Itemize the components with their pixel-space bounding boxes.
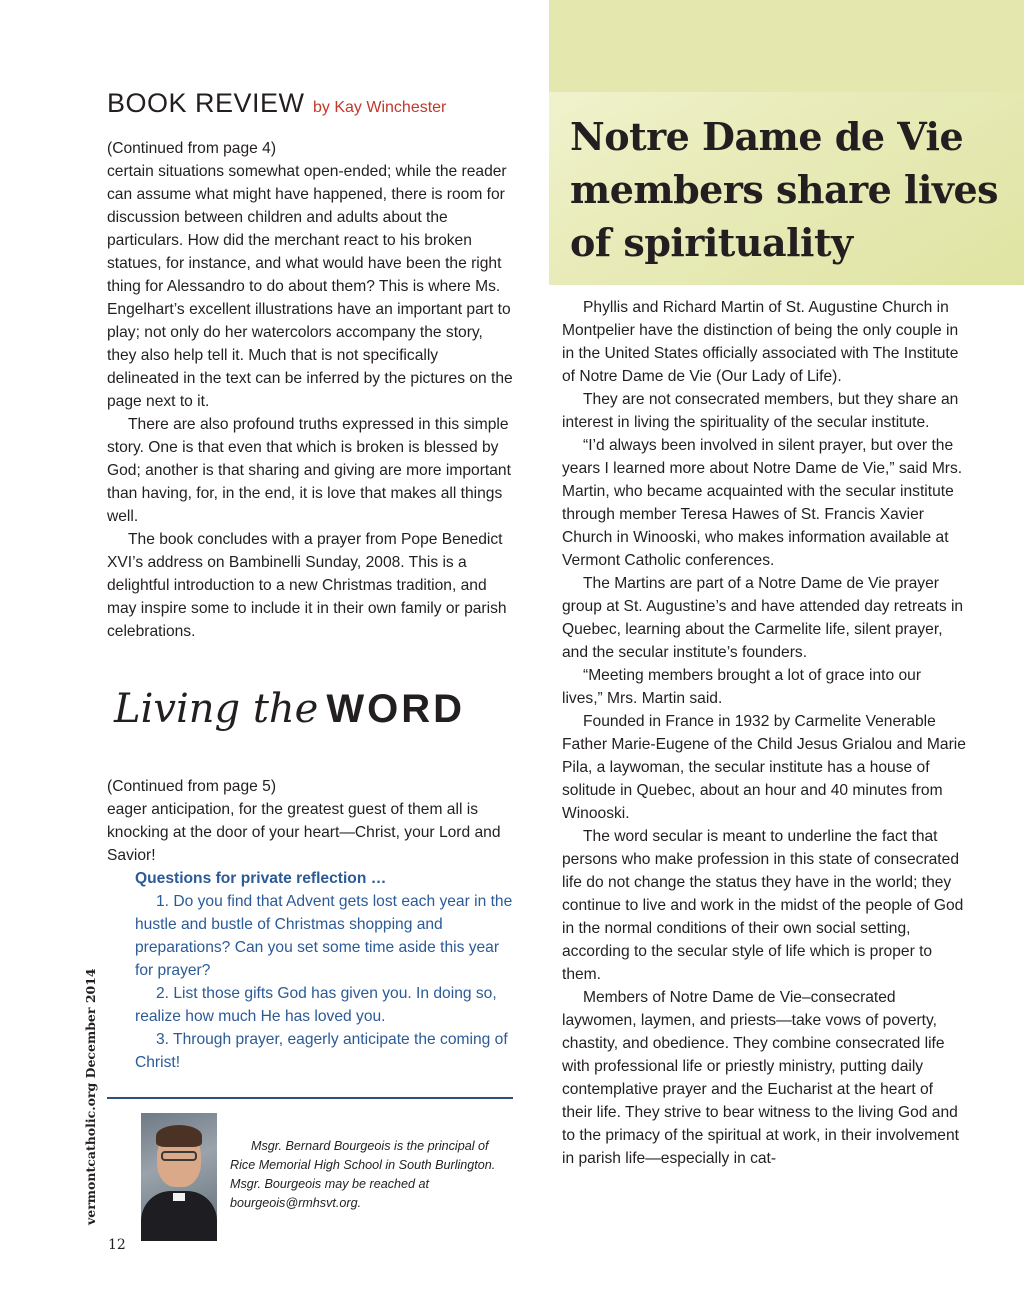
article-paragraph: Phyllis and Richard Martin of St. Augustine Church in Montpelier have the distinction of being the only couple in in the United States officially associated with The Institute of Notre Dame de Vie (Our Lady of Life).: [562, 299, 959, 385]
book-review-byline: by Kay Winchester: [313, 99, 447, 116]
book-review-label: BOOK REVIEW: [107, 88, 305, 118]
side-footer-text: vermontcatholic.org December 2014: [83, 968, 98, 1225]
photo-hair: [156, 1125, 202, 1147]
living-the-word-heading: [114, 686, 465, 732]
article-paragraph: Members of Notre Dame de Vie–consecrated laywomen, laymen, and priests—take vows of poverty, chastity, and obedience. They combine consecrated life with professional life or priestly ministry, putting daily contemplative prayer and the Eucharist at the heart of their life. They strive to bear witness to the living God and to the primacy of the spiritual at work, in their involvement in parish life—especially in cat-: [562, 989, 959, 1167]
living-the-script-text: Living the: [114, 686, 319, 732]
review-paragraph: certain situations somewhat open-ended; while the reader can assume what might have happened, there is room for discussion between children and adults about the particulars. How did the merchant react to his broken statues, for instance, and what would have been the right thing for Alessandro to do about them? This is where Ms. Engelhart’s excellent illustrations have an important part to play; not only do her watercolors accompany the story, they also help tell it. Much that is not specifically delineated in the text can be inferred by the pictures on the page next to it.: [107, 163, 513, 410]
author-bio-text: Msgr. Bernard Bourgeois is the principal of Rice Memorial High School in South Burlington. Msgr. Bourgeois may be reached at bourgeois@rmhsvt.org.: [230, 1139, 496, 1210]
photo-glasses: [161, 1151, 197, 1161]
author-photo: [141, 1113, 217, 1241]
word-bold-text: WORD: [326, 687, 465, 731]
article-paragraph: “Meeting members brought a lot of grace into our lives,” Mrs. Martin said.: [562, 667, 922, 707]
book-review-heading: [107, 88, 446, 119]
living-word-paragraph: eager anticipation, for the greatest guest of them all is knocking at the door of your heart—Christ, your Lord and Savior!: [107, 801, 501, 864]
review-paragraph: There are also profound truths expressed in this simple story. One is that even that which is broken is blessed by God; another is that sharing and giving are more important than having, for, in the end, it is love that makes all things well.: [107, 416, 511, 525]
book-review-body: [107, 137, 514, 643]
article-paragraph: The word secular is meant to underline the fact that persons who make profession in this state of consecrated life do not change the status they have in the world; they continue to live and work in the midst of the people of God in the normal conditions of their own social setting, according to the secular style of life which is proper to them.: [562, 828, 964, 983]
continued-note: (Continued from page 5): [107, 778, 277, 795]
article-paragraph: They are not consecrated members, but they share an interest in living the spirituality of the secular institute.: [562, 391, 959, 431]
reflection-heading: Questions for private reflection …: [135, 870, 387, 887]
review-paragraph: The book concludes with a prayer from Pope Benedict XVI’s address on Bambinelli Sunday, 2008. This is a delightful introduction to a new Christmas tradition, and may inspire some to include it in their own family or parish celebrations.: [107, 531, 507, 640]
header-strip: [549, 0, 1024, 92]
divider-rule: [107, 1097, 513, 1099]
page-number: 12: [108, 1237, 126, 1253]
article-paragraph: Founded in France in 1932 by Carmelite Venerable Father Marie-Eugene of the Child Jesus Grialou and Marie Pila, a laywoman, the secular institute has a house of solitude in Quebec, about an hour and 40 minutes from Winooski.: [562, 713, 966, 822]
article-body: [562, 296, 966, 1170]
article-paragraph: “I’d always been involved in silent prayer, but over the years I learned more about Notre Dame de Vie,” said Mrs. Martin, who became acquainted with the secular institute through member Teresa Hawes of St. Francis Xavier Church in Winooski, who makes information available at Vermont Catholic conferences.: [562, 437, 963, 569]
reflection-question: 2. List those gifts God has given you. In doing so, realize how much He has loved you.: [135, 985, 497, 1025]
reflection-question: 3. Through prayer, eagerly anticipate the coming of Christ!: [135, 1031, 508, 1071]
continued-note: (Continued from page 4): [107, 140, 277, 157]
photo-collar: [173, 1193, 185, 1201]
article-headline: Notre Dame de Vie members share lives of spirituality: [570, 114, 999, 265]
author-bio: [230, 1137, 500, 1213]
article-paragraph: The Martins are part of a Notre Dame de Vie prayer group at St. Augustine’s and have attended day retreats in Quebec, learning about the Carmelite life, silent prayer, and the secular institute’s founders.: [562, 575, 964, 661]
living-word-body: [107, 775, 514, 1074]
reflection-question: 1. Do you find that Advent gets lost each year in the hustle and bustle of Christmas shopping and preparations? Can you set some time aside this year for prayer?: [135, 893, 513, 979]
reflection-block: [135, 867, 514, 1074]
